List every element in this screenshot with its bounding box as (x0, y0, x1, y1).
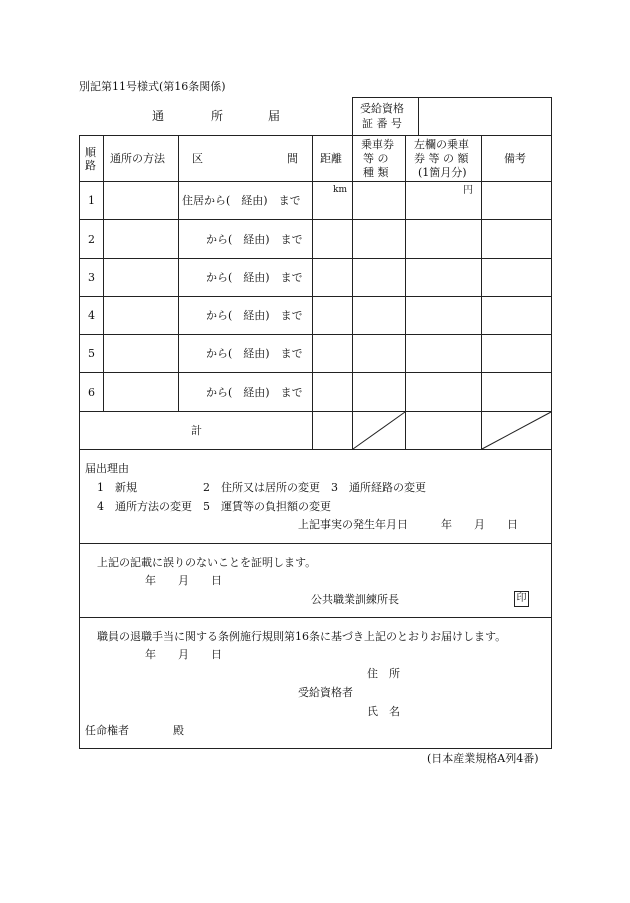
footer-standard: (日本産業規格A列4番) (427, 752, 539, 765)
row-3-number: 3 (88, 271, 95, 284)
row-1-number: 1 (88, 194, 95, 207)
diagonal-remarks (482, 412, 551, 449)
reason-line-2: 4 通所方法の変更 5 運賃等の負担額の変更 (97, 500, 331, 513)
row-5-route: から( 経由) まで (206, 347, 303, 360)
appointer-line: 任命権者 殿 (85, 724, 184, 737)
row-3-route: から( 経由) まで (206, 271, 303, 284)
header-distance: 距離 (320, 152, 342, 165)
title-char-1: 通 (152, 109, 165, 123)
row-4-route: から( 経由) まで (206, 309, 303, 322)
row-5-number: 5 (88, 347, 95, 360)
cert-label-1: 受給資格 (360, 102, 404, 115)
unit-km: km (333, 185, 347, 195)
submission-date: 年 月 日 (145, 648, 222, 661)
seal-box (514, 591, 529, 607)
certify-statement: 上記の記載に誤りのないことを証明します。 (97, 556, 317, 569)
row-6-route: から( 経由) まで (206, 386, 303, 399)
header-order-2: 路 (85, 159, 96, 172)
applicant-label: 受給資格者 (298, 686, 353, 699)
header-order-1: 順 (85, 146, 96, 159)
title-char-2: 所 (211, 109, 224, 123)
header-section-2: 間 (287, 152, 298, 165)
row-2-number: 2 (88, 233, 95, 246)
certify-office: 公共職業訓練所長 (311, 593, 399, 606)
header-section-1: 区 (192, 152, 203, 165)
reason-heading: 届出理由 (85, 462, 129, 475)
seal-char: 印 (516, 593, 527, 604)
reason-occurrence-date: 上記事実の発生年月日 年 月 日 (298, 518, 518, 531)
header-amount-1: 左欄の乗車 (414, 138, 469, 151)
certify-date: 年 月 日 (145, 574, 222, 587)
submission-statement: 職員の退職手当に関する条例施行規則第16条に基づき上記のとおりお届けします。 (97, 630, 507, 643)
reason-line-1: 1 新規 2 住所又は居所の変更 3 通所経路の変更 (97, 481, 426, 494)
row-2-route: から( 経由) まで (206, 233, 303, 246)
total-label: 計 (191, 424, 202, 437)
header-method: 通所の方法 (110, 152, 165, 165)
row-6-number: 6 (88, 386, 95, 399)
row-4-number: 4 (88, 309, 95, 322)
header-ticket-2: 等 の (363, 152, 389, 165)
form-label: 別記第11号様式(第16条関係) (79, 80, 226, 93)
header-amount-2: 券 等 の 額 (414, 152, 469, 165)
unit-yen: 円 (463, 185, 473, 196)
header-remarks: 備考 (504, 152, 526, 165)
row-1-route: 住居から( 経由) まで (182, 194, 301, 207)
header-amount-3: (1箇月分) (418, 166, 467, 179)
cert-label-2: 証 番 号 (362, 117, 402, 130)
address-label: 住 所 (367, 667, 400, 680)
header-ticket-3: 種 類 (363, 166, 389, 179)
header-ticket-1: 乗車券 (361, 138, 394, 151)
name-label: 氏 名 (367, 705, 400, 718)
title-char-3: 届 (268, 109, 281, 123)
diagonal-ticket (353, 412, 405, 449)
